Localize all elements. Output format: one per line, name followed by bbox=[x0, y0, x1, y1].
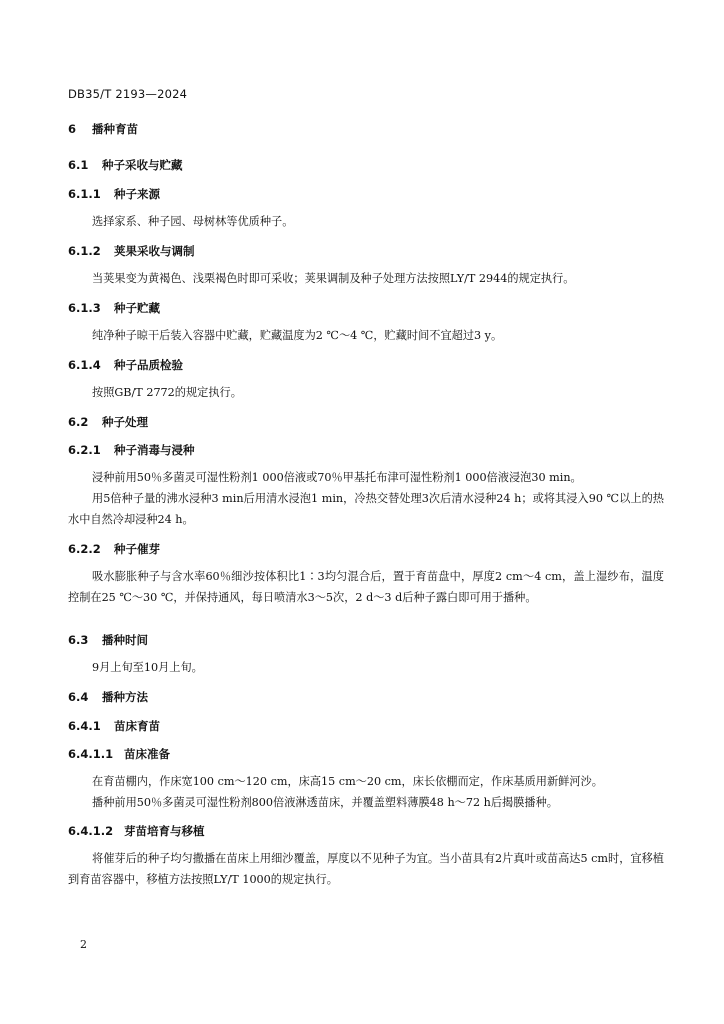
heading-title: 播种育苗 bbox=[92, 122, 138, 136]
heading-title: 播种时间 bbox=[102, 633, 148, 647]
paragraph: 按照GB/T 2772的规定执行。 bbox=[92, 386, 242, 399]
paragraph: 将催芽后的种子均匀撒播在苗床上用细沙覆盖，厚度以不见种子为宜。当小苗具有2片真叶或苗高达5 cm时，宜移植到育苗容器中，移植方法按照LY/T 1000的规定执行。 bbox=[68, 852, 664, 886]
heading-title: 播种方法 bbox=[102, 690, 148, 704]
heading-number: 6.1.2 bbox=[68, 244, 101, 258]
heading-6-4 bbox=[68, 689, 664, 705]
heading-6 bbox=[68, 121, 664, 137]
heading-number: 6.4.1.1 bbox=[68, 747, 114, 761]
paragraph: 9月上旬至10月上旬。 bbox=[92, 661, 203, 674]
section-6-4-1-2 bbox=[68, 823, 664, 890]
heading-title: 种子消毒与浸种 bbox=[114, 443, 195, 457]
heading-title: 苗床育苗 bbox=[114, 719, 160, 733]
heading-title: 种子来源 bbox=[114, 187, 160, 201]
heading-title: 种子催芽 bbox=[114, 542, 160, 556]
heading-title: 种子采收与贮藏 bbox=[102, 158, 183, 172]
heading-number: 6.2.2 bbox=[68, 542, 101, 556]
section-6-1-1 bbox=[68, 186, 664, 232]
heading-number: 6.4.1 bbox=[68, 719, 101, 733]
heading-title: 种子贮藏 bbox=[114, 301, 160, 315]
heading-number: 6.1.1 bbox=[68, 187, 101, 201]
heading-number: 6 bbox=[68, 122, 77, 136]
page-number: 2 bbox=[80, 938, 87, 951]
section-6-2-1 bbox=[68, 442, 664, 530]
heading-number: 6.1.3 bbox=[68, 301, 101, 315]
section-6-4-1-1 bbox=[68, 746, 664, 813]
heading-6-1 bbox=[68, 157, 664, 173]
heading-title: 种子处理 bbox=[102, 415, 148, 429]
paragraph: 用5倍种子量的沸水浸种3 min后用清水浸泡1 min，冷热交替处理3次后清水浸种24 h；或将其浸入90 ℃以上的热水中自然冷却浸种24 h。 bbox=[68, 492, 664, 526]
heading-number: 6.4 bbox=[68, 690, 89, 704]
heading-6-4-1 bbox=[68, 718, 664, 734]
paragraph: 播种前用50％多菌灵可湿性粉剂800倍液淋透苗床，并覆盖塑料薄膜48 h～72 h后揭膜播种。 bbox=[92, 796, 558, 809]
heading-title: 荚果采收与调制 bbox=[114, 244, 195, 258]
section-6-1-2 bbox=[68, 243, 664, 289]
paragraph: 纯净种子晾干后装入容器中贮藏，贮藏温度为2 ℃～4 ℃，贮藏时间不宜超过3 y。 bbox=[92, 329, 503, 342]
heading-number: 6.4.1.2 bbox=[68, 824, 114, 838]
heading-title: 种子品质检验 bbox=[114, 358, 183, 372]
heading-title: 苗床准备 bbox=[124, 747, 170, 761]
heading-number: 6.3 bbox=[68, 633, 89, 647]
section-6-1-4 bbox=[68, 357, 664, 403]
paragraph: 浸种前用50％多菌灵可湿性粉剂1 000倍液或70％甲基托布津可湿性粉剂1 000倍液浸泡30 min。 bbox=[92, 471, 582, 484]
section-6-2-2 bbox=[68, 541, 664, 608]
heading-number: 6.2.1 bbox=[68, 443, 101, 457]
heading-title: 芽苗培育与移植 bbox=[124, 824, 205, 838]
paragraph: 当荚果变为黄褐色、浅栗褐色时即可采收；荚果调制及种子处理方法按照LY/T 2944的规定执行。 bbox=[92, 272, 575, 285]
section-6-3 bbox=[68, 632, 664, 678]
heading-number: 6.1.4 bbox=[68, 358, 101, 372]
heading-6-2 bbox=[68, 414, 664, 430]
heading-number: 6.2 bbox=[68, 415, 89, 429]
heading-number: 6.1 bbox=[68, 158, 89, 172]
paragraph: 在育苗棚内，作床宽100 cm～120 cm，床高15 cm～20 cm，床长依棚而定，作床基质用新鲜河沙。 bbox=[92, 775, 603, 788]
paragraph: 选择家系、种子园、母树林等优质种子。 bbox=[92, 215, 294, 228]
section-6-1-3 bbox=[68, 300, 664, 346]
paragraph: 吸水膨胀种子与含水率60％细沙按体积比1∶3均匀混合后，置于育苗盘中，厚度2 cm～4 cm，盖上湿纱布，温度控制在25 ℃～30 ℃，并保持通风，每日喷清水3～5次，2 d～3 d后种子露白即可用于播种。 bbox=[68, 570, 664, 604]
document-code: DB35/T 2193—2024 bbox=[68, 87, 188, 101]
